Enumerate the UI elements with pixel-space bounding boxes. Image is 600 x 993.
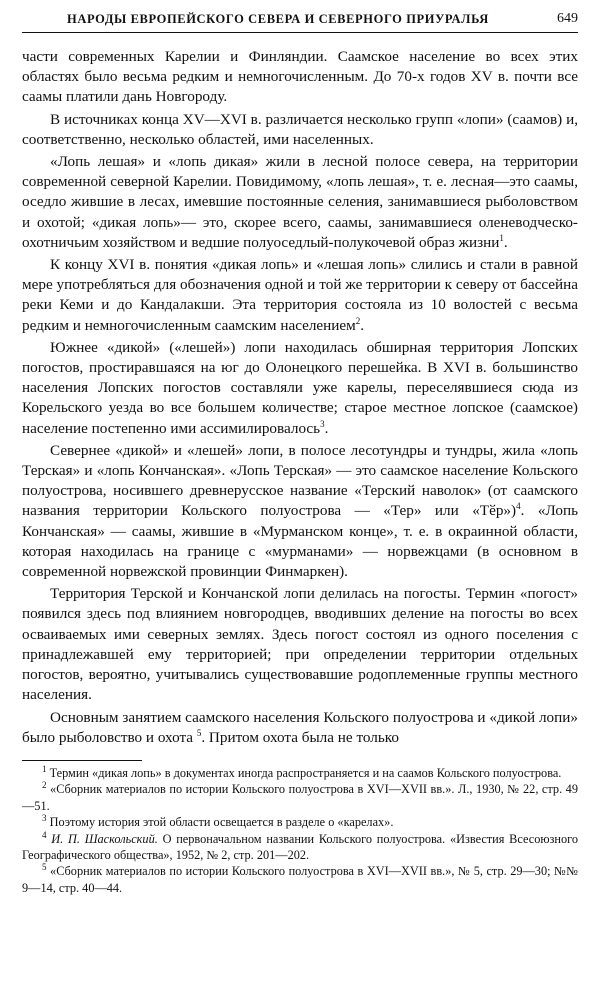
footnote: $^1$ Термин «дикая лопь» в документах иногда распространяется и на саамов Кольского полуострова. [42, 763, 562, 780]
footnote-author: И. П. Шаскольский. [51, 831, 158, 846]
footnote: $^5$ «Сборник материалов по истории Кольского полуострова в XVI—XVII вв.», № 5, стр. 29—30; №№ 9—14, стр. 40—44. [22, 862, 578, 895]
paragraph: Южнее «дикой» («лешей») лопи находилась обширная территория Лопских погостов, простиравшаяся на юг до Олонецкого перешейка. В XVI в. большинство населения Лопских погостов составляли уже карелы, переселявшиеся сюда из Корельского уезда во все большем количестве; старое местное лопское (саамское) население постепенно ими ассимилировалось$^3$. [22, 338, 578, 437]
footnote-ref[interactable]: 4 [516, 501, 521, 512]
footnote-ref[interactable]: 3 [320, 418, 325, 429]
footnote: $^3$ Поэтому история этой области освещается в разделе о «карелах». [42, 813, 394, 830]
paragraph: К концу XVI в. понятия «дикая лопь» и «лешая лопь» слились и стали в равной мере употребляться для обозначения одной и той же территории к северу от бассейна реки Кеми и до Кандалакши. Эта территория состояла из 10 волостей с весьма редким и немногочисленным саамским населением$^2$. [22, 256, 578, 334]
paragraph: Основным занятием саамского населения Кольского полуострова и «дикой лопи» было рыболовство и охота $^5$. Притом охота была не только [22, 708, 578, 746]
page-number: 649 [557, 11, 578, 26]
running-header [22, 10, 578, 33]
footnote-divider [22, 760, 142, 761]
paragraph: «Лопь лешая» и «лопь дикая» жили в лесной полосе севера, на территории современной северной Карелии. Повидимому, «лопь лешая», т. е. лесная—это саамы, оседло жившие в лесах, имевшие постоянные селения, занимавшиеся рыболовством и охотой; «дикая лопь»— это, скорее всего, саамы, занимавшиеся оленеводческо-охотничьим хозяйством и ведшие полуоседлый-полукочевой образ жизни$^1$. [22, 153, 578, 251]
footnote: $^4$ И. П. Шаскольский. О первоначальном названии Кольского полуострова. «Известия Всесоюзного Географического общества», 1952, № 2, стр. 201—202. [22, 829, 579, 862]
paragraph: В источниках конца XV—XVI в. различается несколько групп «лопи» (саамов) и, соответственно, несколько областей, ими населенных. [22, 110, 578, 148]
paragraph: Территория Терской и Кончанской лопи делилась на погосты. Термин «погост» появился здесь под влиянием новгородцев, вводивших деление на погосты во всех осваиваемых ими северных землях. Здесь погост состоял из одного поселения с принадлежавшей ему территорией; при определении территории отдельных погостов, вероятно, учитывались существовавшие родоплеменные группы местного населения. [22, 585, 578, 704]
paragraph: части современных Карелии и Финляндии. Саамское население во всех этих областях было весьма редким и немногочисленным. До 70-х годов XV в. почти все саамы платили дань Новгороду. [22, 48, 578, 106]
main-text [22, 47, 578, 748]
running-title: НАРОДЫ ЕВРОПЕЙСКОГО СЕВЕРА И СЕВЕРНОГО ПРИУРАЛЬЯ [67, 12, 489, 26]
footnote-ref[interactable]: 1 [499, 232, 504, 243]
footnote-ref[interactable]: 5 [196, 727, 202, 738]
footnote: $^2$ «Сборник материалов по истории Кольского полуострова в XVI—XVII вв.». Л., 1930, № 22, стр. 49—51. [22, 780, 578, 813]
footnote-ref[interactable]: 2 [355, 315, 361, 326]
paragraph: Севернее «дикой» и «лешей» лопи, в полосе лесотундры и тундры, жила «лопь Терская» и «лопь Кончанская». «Лопь Терская» — это саамское население Кольского полуострова, носившего древнерусское название «Терский наволок» (от саамского названия территории Кольского полуострова — «Тер» или «Тӗр»)$^4$. «Лопь Кончанская» — саамы, жившие в «Мурманском конце», т. е. в окраинной области, которая находилась на границе с «мурманами» — норвежцами (в основном в современной норвежской провинции Финмаркен). [22, 441, 578, 581]
footnotes [22, 765, 578, 896]
book-page [22, 10, 578, 896]
